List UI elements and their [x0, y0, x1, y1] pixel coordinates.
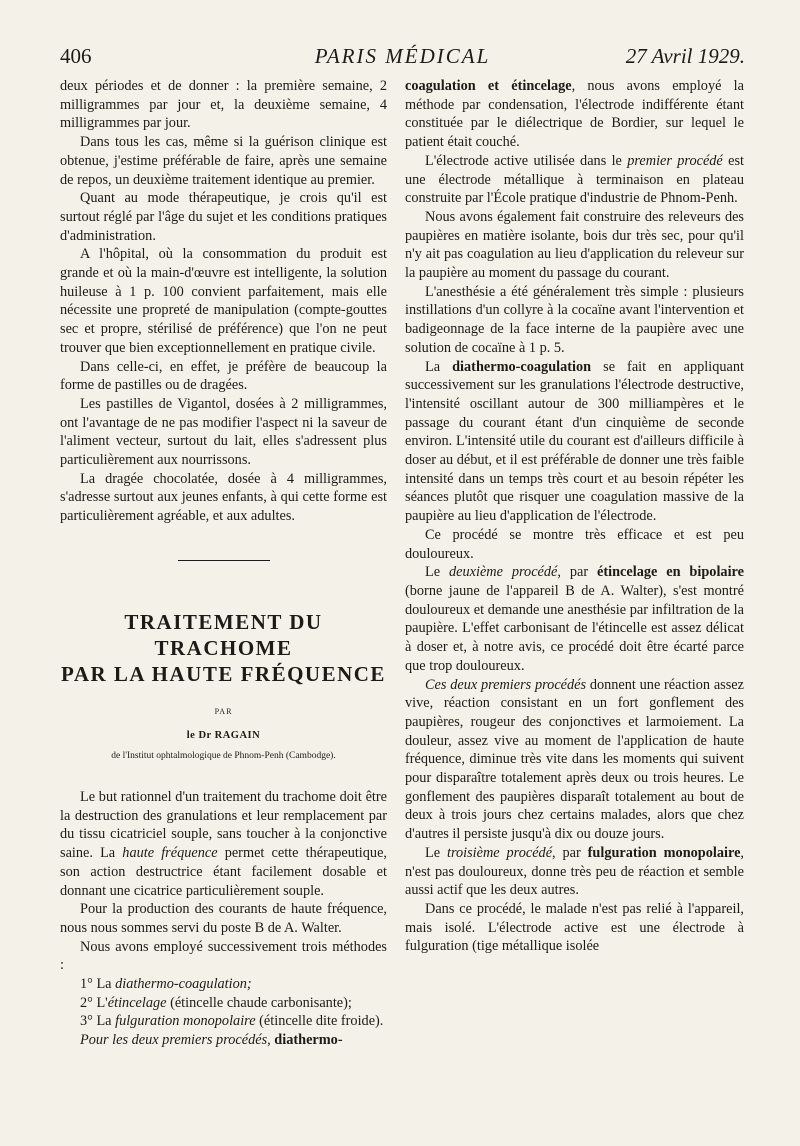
byline: PAR	[214, 706, 233, 716]
paragraph: L'électrode active utilisée dans le premier procédé est une électrode métallique à terminaison en plateau construite par l'École pratique d'industrie de Phnom-Penh.	[405, 152, 744, 207]
article-title-line: TRAITEMENT DU TRACHOME	[124, 609, 323, 660]
issue-date: 27 Avril 1929.	[625, 44, 745, 68]
paragraph: Quant au mode thérapeutique, je crois qu'il est surtout réglé par l'âge du sujet et les conditions pratiques d'administration.	[60, 190, 387, 244]
method-list-item: 1° La diathermo-coagulation;	[80, 976, 252, 993]
paragraph: L'anesthésie a été généralement très simple : plusieurs instillations d'un collyre à la cocaïne avant l'intervention et badigeonnage de la face interne de la paupière avec une solution de cocaïne à 1 p. 5.	[405, 283, 744, 356]
left-column	[60, 77, 387, 1050]
page-number: 406	[60, 44, 92, 68]
paragraph: Dans celle-ci, en effet, je préfère de beaucoup la forme de pastilles ou de dragées.	[60, 358, 387, 394]
journal-title: PARIS MÉDICAL	[314, 44, 491, 68]
paragraph: Dans tous les cas, même si la guérison clinique est obtenue, j'estime préférable de faire, après une semaine de repos, un deuxième traitement identique au premier.	[60, 134, 387, 188]
method-list-item: 2° L'étincelage (étincelle chaude carbonisante);	[80, 994, 352, 1011]
author-name: le Dr RAGAIN	[186, 729, 261, 741]
paragraph: Ces deux premiers procédés donnent une réaction assez vive, réaction consistant en un fort gonflement des paupières, rougeur des conjonctives et larmoiement. La douleur, assez vive au moment de l'application de haute fréquence, diminue très vite dans les moments qui suivent pour disparaître totalement après deux ou trois heures. Le gonflement des paupières disparaît totalement au bout de deux à trois jours chez certains malades, alors que chez d'autres il persiste jusqu'à dix ou douze jours.	[405, 676, 744, 843]
paragraph: A l'hôpital, où la consommation du produit est grande et où la main-d'œuvre est intelligente, la solution huileuse à 1 p. 100 convient parfaitement, mais elle nécessite une propreté de manipulation (compte-gouttes sec et propre, stérilisé de préférence) que l'on ne peut trouver que bien exceptionnellement en pratique civile.	[60, 246, 387, 356]
paragraph: Le troisième procédé, par fulguration monopolaire, n'est pas douloureux, donne très peu de réaction et semble aussi actif que les deux autres.	[405, 844, 744, 899]
paragraph: Pour les deux premiers procédés, diathermo-	[80, 1032, 343, 1049]
paragraph: Ce procédé se montre très efficace et est peu douloureux.	[405, 526, 744, 562]
page-header	[60, 44, 745, 74]
paragraph: deux périodes et de donner : la première semaine, 2 milligrammes par jour et, la deuxième semaine, 4 milligrammes par jour.	[60, 78, 387, 132]
paragraph: Nous avons également fait construire des releveurs des paupières en matière isolante, bois dur très sec, pour qu'il n'y ait pas coagulation au lieu d'application du releveur sur la paupière au moment du passage du courant.	[405, 208, 744, 282]
paragraph: La dragée chocolatée, dosée à 4 milligrammes, s'adresse surtout aux jeunes enfants, à qui cette forme est particulièrement agréable, et aux adultes.	[60, 470, 387, 525]
paragraph: Dans ce procédé, le malade n'est pas relié à l'appareil, mais isolé. L'électrode active est une électrode à fulguration (tige métallique isolée	[405, 900, 744, 955]
paragraph: Le deuxième procédé, par étincelage en bipolaire (borne jaune de l'appareil B de A. Walter), s'est montré douloureux et demande une anesthésie par infiltration de la paupière. L'effet carbonisant de l'étincelle est assez délicat à doser et, à notre avis, ce procédé doit être écarté parce que trop douloureux.	[405, 564, 744, 674]
article-title	[60, 609, 387, 687]
section-divider	[178, 560, 270, 561]
right-column	[405, 77, 744, 956]
author-affiliation: de l'Institut ophtalmologique de Phnom-Penh (Cambodge).	[111, 751, 336, 762]
paragraph: La diathermo-coagulation se fait en appliquant successivement sur les granulations l'électrode destructive, l'intensité oscillant autour de 300 milliampères et le passage du courant étant d'un cinquième de seconde environ. L'intensité utile du courant est d'ailleurs difficile à doser au début, et il est préférable de donner une très faible intensité dans un temps très court et au besoin répéter les séances plutôt que risquer une coagulation massive de la paupière au lieu d'application de l'électrode.	[405, 358, 744, 525]
paragraph: Les pastilles de Vigantol, dosées à 2 milligrammes, ont l'avantage de ne pas modifier l'aspect ni la saveur de l'aliment vecteur, surtout du lait, elles s'adressent plus particulièrement aux nourrissons.	[60, 395, 387, 469]
method-list-item: 3° La fulguration monopolaire (étincelle dite froide).	[80, 1013, 384, 1030]
paragraph: coagulation et étincelage, nous avons employé la méthode par condensation, l'électrode indifférente étant constituée par le diélectrique de Bordier, sur lequel le patient était couché.	[405, 78, 744, 151]
paragraph: Le but rationnel d'un traitement du trachome doit être la destruction des granulations et leur remplacement par du tissu cicatriciel souple, sans toucher à la conjonctive saine. La haute fréquence permet cette thérapeutique, son action destructrice étant facilement dosable et donnant une cicatrice particulièrement souple.	[60, 788, 388, 899]
paragraph: Pour la production des courants de haute fréquence, nous nous sommes servi du poste B de A. Walter.	[60, 901, 387, 936]
article-title-line: PAR LA HAUTE FRÉQUENCE	[61, 661, 386, 686]
paragraph: Nous avons employé successivement trois méthodes :	[60, 938, 387, 974]
